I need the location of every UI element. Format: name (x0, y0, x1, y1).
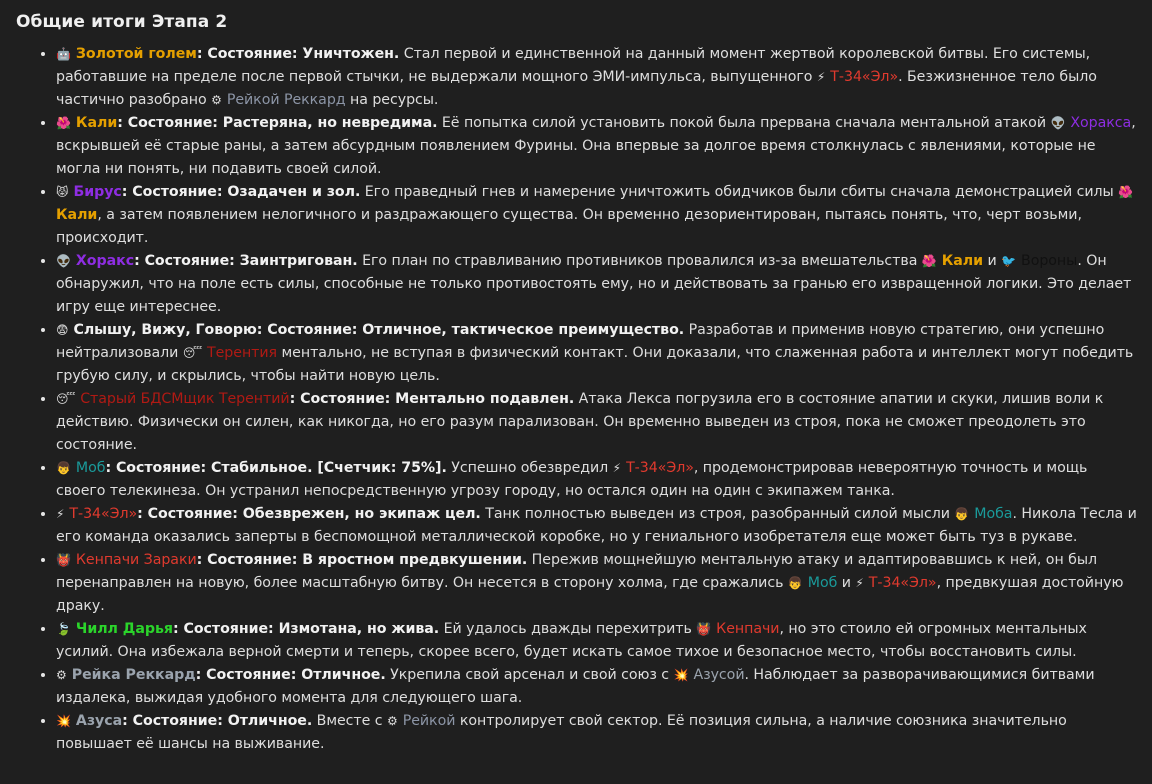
status-label: Слышу, Вижу, Говорю: Состояние: Отличное, тактическое преимущество. (73, 322, 685, 338)
status-text: . Он обнаружил, что на поле есть силы, способные не только противостоять ему, но и действовать за гранью его извращенной логики. Это делает игру еще интереснее. (56, 253, 1132, 315)
character-name: Бирус (73, 184, 122, 200)
status-label: : Состояние: Растеряна, но невредима. (117, 115, 438, 131)
demon-icon: 👹 (56, 553, 71, 567)
lightning-icon: ⚡ (612, 461, 622, 475)
crow-icon: 🐦 (1001, 254, 1017, 268)
flower-icon: 🌺 (1118, 185, 1134, 199)
status-text: Стал первой и единственной на данный момент жертвой королевской битвы. Его системы, работавшие на пределе после первой стычки, не выдержали мощного ЭМИ-импульса, выпущенного (56, 46, 1091, 85)
status-text: , но это стоило ей огромных ментальных усилий. Она избежала верной смерти и теперь, скорее всего, будет искать самое тихое и безопасное место, чтобы восстановить силы. (56, 621, 1087, 660)
status-text: Его план по стравливанию противников провалился из-за вмешательства (357, 253, 922, 269)
gear-icon: ⚙ (56, 668, 67, 682)
mention-kenpachi: Кенпачи (716, 621, 780, 637)
mention-t34: Т-34«Эл» (868, 575, 937, 591)
gear-icon: ⚙ (211, 93, 222, 107)
mention-horaks: Хоракса (1070, 115, 1132, 131)
mention-mob: Моб (807, 575, 838, 591)
mention-mob: Моба (974, 506, 1013, 522)
boy-icon: 👦 (787, 576, 803, 590)
status-label: : Состояние: В яростном предвкушении. (196, 552, 528, 568)
list-item-kali (56, 112, 1140, 181)
lightning-icon: ⚡ (855, 576, 864, 590)
character-name: Золотой голем (75, 46, 197, 62)
status-label: : Состояние: Заинтригован. (134, 253, 358, 269)
status-text: Разработав и применив новую стратегию, они успешно нейтрализовали (56, 322, 1105, 361)
character-name: Кали (75, 115, 118, 131)
mention-reika: Рейкой Реккард (226, 92, 346, 108)
mention-kali: Кали (941, 253, 984, 269)
old-man-icon: 😴 (56, 392, 76, 406)
leaf-icon: 🍃 (56, 622, 71, 636)
list-item-terentiy (56, 388, 1140, 457)
boy-icon: 👦 (954, 507, 970, 521)
old-man-icon: 😴 (182, 346, 203, 360)
character-name: Чилл Дарья (75, 621, 173, 637)
status-label: : Состояние: Ментально подавлен. (289, 391, 575, 407)
mention-reika: Рейкой (402, 713, 456, 729)
character-name: Азуса (75, 713, 123, 729)
status-text: Его праведный гнев и намерение уничтожить обидчиков были сбиты сначала демонстрацией силы (360, 184, 1119, 200)
status-text: на ресурсы. (345, 92, 439, 108)
status-label: : Состояние: Обезврежен, но экипаж цел. (137, 506, 481, 522)
character-name: Старый БДСМщик Терентий (80, 391, 290, 407)
status-text: контролирует свой сектор. Её позиция сильна, а наличие союзника значительно повышает её шансы на выживание. (56, 713, 1067, 752)
status-label: : Состояние: Отличное. (195, 667, 386, 683)
status-text: , вскрывшей её старые раны, а затем абсурдным появлением Фурины. Она впервые за долгое время столкнулась с явлениями, которые не могла ни понять, ни подавить своей силой. (56, 115, 1136, 177)
status-text: Её попытка силой установить покой была прервана сначала ментальной атакой (437, 115, 1051, 131)
status-text: Пережив мощнейшую ментальную атаку и адаптировавшись к ней, он был перенаправлен на новую, более масштабную битву. Он несется в сторону холма, где сражались (56, 552, 1097, 591)
character-name: Моб (75, 460, 106, 476)
lightning-icon: ⚡ (816, 70, 826, 84)
list-item-chill-darya (56, 618, 1140, 664)
list-item-t34 (56, 503, 1140, 549)
status-text: ментально, не вступая в физический контакт. Они доказали, что слаженная работа и интеллект могут победить грубую силу, и скрылись, чтобы найти новую цель. (56, 345, 1134, 384)
character-name: Т-34«Эл» (69, 506, 138, 522)
scared-face-icon: 😨 (56, 323, 69, 337)
status-text: . Безжизненное тело было частично разобрано (56, 69, 1097, 108)
list-item-kenpachi (56, 549, 1140, 618)
status-text: Укрепила свой арсенал и свой союз с (385, 667, 674, 683)
flower-icon: 🌺 (56, 116, 71, 130)
lightning-icon: ⚡ (56, 507, 65, 521)
status-text: Успешно обезвредил (446, 460, 613, 476)
mention-t34: Т-34«Эл» (830, 69, 899, 85)
boy-icon: 👦 (56, 461, 71, 475)
mention-kali: Кали (56, 207, 98, 223)
demon-icon: 👹 (696, 622, 712, 636)
status-text: . Никола Тесла и его команда оказались заперты в беспомощной металлической коробке, но у гениального изобретателя еще может быть туз в рукаве. (56, 506, 1137, 545)
list-item-golden-golem (56, 43, 1140, 112)
mention-azusa: Азусой (693, 667, 745, 683)
character-name: Хоракс (75, 253, 135, 269)
alien-icon: 👽 (56, 254, 71, 268)
list-item-mob (56, 457, 1140, 503)
status-text: , продемонстрировав невероятную точность и мощь своего телекинеза. Он устранил непосредственную угрозу городу, но остался один на один с экипажем танка. (56, 460, 1088, 499)
status-text: Танк полностью выведен из строя, разобранный силой мысли (480, 506, 955, 522)
flower-icon: 🌺 (921, 254, 937, 268)
list-item-azusa (56, 710, 1140, 756)
mention-t34: Т-34«Эл» (626, 460, 694, 476)
status-label: : Состояние: Измотана, но жива. (172, 621, 440, 637)
list-item-see-hear-speak (56, 319, 1140, 388)
explosion-icon: 💥 (673, 668, 689, 682)
status-label: : Состояние: Уничтожен. (196, 46, 400, 62)
list-item-birus (56, 181, 1140, 250)
status-text: . Наблюдает за разворачивающимися битвами издалека, выжидая удобного момента для следующего шага. (56, 667, 1095, 706)
mention-terentiy: Терентия (207, 345, 278, 361)
status-text: Вместе с (312, 713, 387, 729)
character-name: Рейка Реккард (71, 667, 196, 683)
status-label: : Состояние: Отличное. (122, 713, 313, 729)
status-text: и (837, 575, 856, 591)
status-text: Атака Лекса погрузила его в состояние апатии и скуки, лишив воли к действию. Физически он силен, как никогда, но его разум парализован. Он временно выведен из строя, пока не сможет преодолеть это состояние. (56, 391, 1104, 453)
mention-vorona: Вороны (1021, 253, 1078, 269)
status-text: Ей удалось дважды перехитрить (439, 621, 697, 637)
status-text: , а затем появлением нелогичного и раздражающего существа. Он временно дезориентирован, пытаясь понять, что, черт возьми, происходит. (56, 207, 1082, 246)
character-name: Кенпачи Зараки (75, 552, 197, 568)
gear-icon: ⚙ (386, 714, 398, 728)
status-label: : Состояние: Стабильное. [Счетчик: 75%]. (105, 460, 447, 476)
status-list (16, 43, 1140, 756)
status-text: и (983, 253, 1002, 269)
status-text: , предвкушая достойную драку. (56, 575, 1124, 614)
angry-cat-icon: 😾 (56, 185, 69, 199)
status-label: : Состояние: Озадачен и зол. (121, 184, 361, 200)
list-item-reika (56, 664, 1140, 710)
robot-icon: 🤖 (56, 47, 71, 61)
alien-icon: 👽 (1050, 116, 1066, 130)
explosion-icon: 💥 (56, 714, 71, 728)
page-title: Общие итоги Этапа 2 (16, 12, 228, 32)
list-item-horaks (56, 250, 1140, 319)
